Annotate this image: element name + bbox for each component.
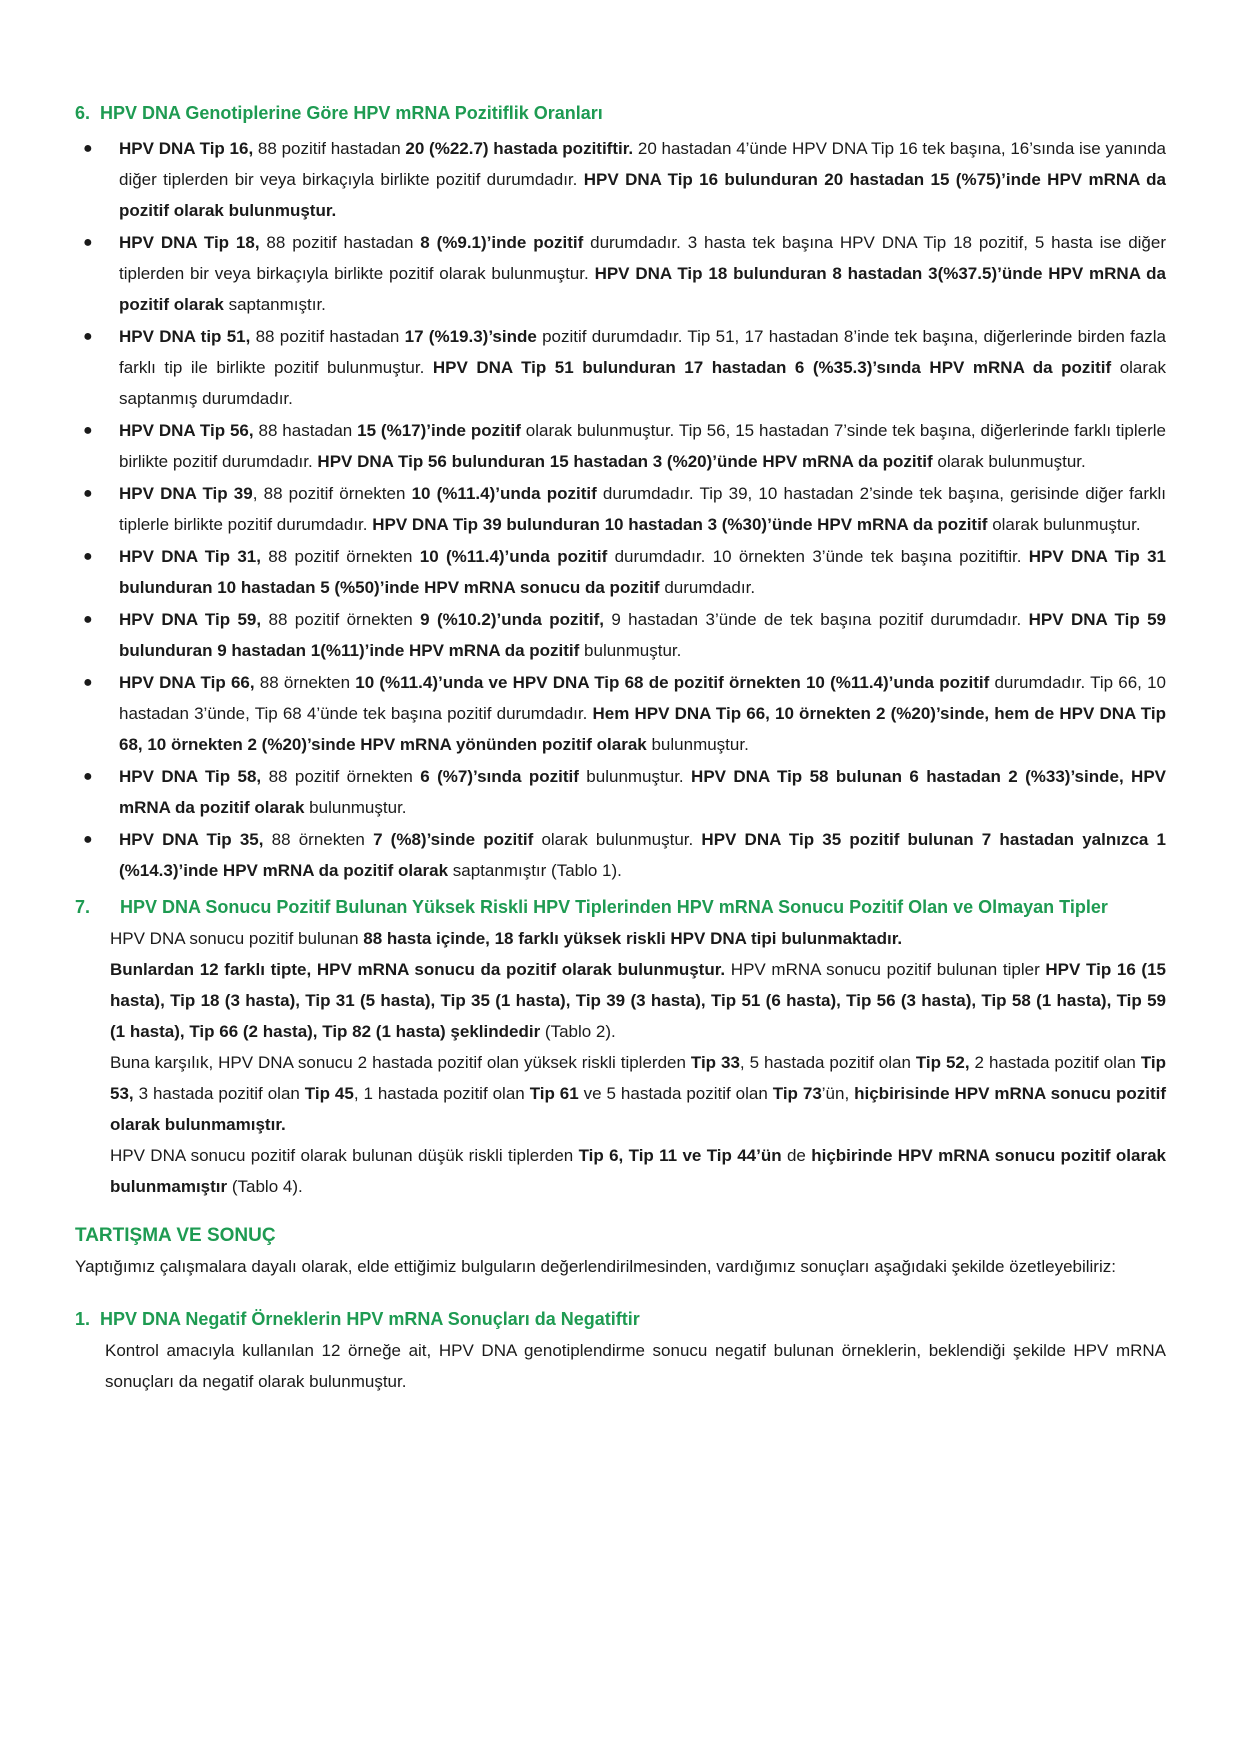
bold-text-run: hiçbirisinde HPV mRNA sonucu pozitif olarak bulunmamıştır. bbox=[110, 1084, 1166, 1134]
bullet-icon: ● bbox=[83, 422, 93, 439]
section-7-paragraph bbox=[110, 1140, 1166, 1202]
text-run: , 5 hastada pozitif olan bbox=[739, 1053, 916, 1072]
bold-text-run: HPV DNA Tip 59, bbox=[119, 610, 262, 629]
bold-text-run: 7 (%8)’sinde pozitif bbox=[373, 830, 534, 849]
bold-text-run: 8 (%9.1)’inde pozitif bbox=[420, 233, 584, 252]
bold-text-run: 10 (%11.4)’unda pozitif bbox=[411, 484, 597, 503]
text-run: durumdadır. 3 hasta tek başına HPV DNA Tip 18 pozitif, 5 hasta ise diğer tiplerden bir veya birkaçıyla birlikte pozitif olarak bulunmuştur. bbox=[119, 233, 1166, 283]
bold-text-run: 20 (%22.7) hastada pozitiftir. bbox=[405, 139, 634, 158]
text-run: bulunmuştur. bbox=[579, 641, 682, 660]
bullet-item bbox=[75, 824, 1166, 886]
text-run: olarak bulunmuştur. bbox=[987, 515, 1141, 534]
section-7-paragraph bbox=[110, 954, 1166, 1047]
text-run: olarak saptanmış durumdadır. bbox=[119, 358, 1166, 408]
text-run: bulunmuştur. bbox=[578, 767, 692, 786]
text-run: HPV DNA sonucu pozitif olarak bulunan düşük riskli tiplerden bbox=[110, 1146, 579, 1165]
text-run: HPV mRNA sonucu pozitif bulunan tipler bbox=[725, 960, 1046, 979]
text-run: (Tablo 4). bbox=[227, 1177, 303, 1196]
section-6-number: 6. bbox=[75, 103, 91, 123]
bold-text-run: Tip 6, Tip 11 ve Tip 44’ün bbox=[578, 1146, 782, 1165]
text-run: HPV DNA sonucu pozitif bulunan bbox=[110, 929, 364, 948]
bold-text-run: HPV DNA Tip 51 bulunduran 17 hastadan 6 (%35.3)’sında HPV mRNA da pozitif bbox=[432, 358, 1112, 377]
text-run: 88 örnekten bbox=[263, 830, 374, 849]
bold-text-run: HPV DNA Tip 39 bbox=[119, 484, 253, 503]
text-run: olarak bulunmuştur. bbox=[533, 830, 702, 849]
text-run: ve 5 hastada pozitif olan bbox=[578, 1084, 773, 1103]
text-run: pozitif durumdadır. Tip 51, 17 hastadan 8’inde tek başına, diğerlerinde birden fazla farklı tip ile birlikte pozitif bulunmuştur. bbox=[119, 327, 1166, 377]
text-run: saptanmıştır. bbox=[223, 295, 326, 314]
bullet-icon: ● bbox=[83, 234, 93, 251]
bold-text-run: Tip 73 bbox=[772, 1084, 822, 1103]
conclusion-1-heading bbox=[75, 1304, 1166, 1335]
text-run: 88 pozitif örnekten bbox=[261, 610, 421, 629]
section-6 bbox=[75, 98, 1166, 886]
bullet-icon: ● bbox=[83, 328, 93, 345]
section-6-bullet-list bbox=[75, 133, 1166, 886]
text-run: bulunmuştur. bbox=[646, 735, 749, 754]
text-run: 2 hastada pozitif olan bbox=[969, 1053, 1141, 1072]
text-run: saptanmıştır (Tablo 1). bbox=[448, 861, 622, 880]
bold-text-run: Bunlardan 12 farklı tipte, HPV mRNA sonucu da pozitif olarak bulunmuştur. bbox=[110, 960, 726, 979]
text-run: , 1 hastada pozitif olan bbox=[353, 1084, 530, 1103]
bold-text-run: HPV DNA Tip 58, bbox=[119, 767, 262, 786]
bold-text-run: 6 (%7)’sında pozitif bbox=[420, 767, 579, 786]
section-6-heading bbox=[75, 98, 1166, 129]
text-run: olarak bulunmuştur. Tip 56, 15 hastadan 7’sinde tek başına, diğerlerinde farklı tiplerle birlikte pozitif durumdadır. bbox=[119, 421, 1167, 471]
bold-text-run: HPV DNA Tip 66, bbox=[119, 673, 255, 692]
text-run: 88 örnekten bbox=[254, 673, 356, 692]
bullet-icon: ● bbox=[83, 548, 93, 565]
text-run: 88 pozitif örnekten bbox=[261, 767, 421, 786]
discussion-intro: Yaptığımız çalışmalara dayalı olarak, elde ettiğimiz bulguların değerlendirilmesinden, vardığımız sonuçları aşağıdaki şekilde özetleyebiliriz: bbox=[75, 1257, 1116, 1276]
text-run: durumdadır. Tip 39, 10 hastadan 2’sinde tek başına, gerisinde diğer farklı tiplerle birlikte pozitif durumdadır. bbox=[119, 484, 1167, 534]
bold-text-run: 15 (%17)’inde pozitif bbox=[357, 421, 521, 440]
bold-text-run: HPV DNA Tip 56, bbox=[119, 421, 254, 440]
bullet-item bbox=[75, 604, 1166, 666]
text-run: 3 hastada pozitif olan bbox=[133, 1084, 305, 1103]
bold-text-run: HPV DNA Tip 56 bulunduran 15 hastadan 3 (%20)’ünde HPV mRNA da pozitif bbox=[317, 452, 933, 471]
bullet-icon: ● bbox=[83, 611, 93, 628]
bold-text-run: Hem HPV DNA Tip 66, 10 örnekten 2 (%20)’sinde, hem de HPV DNA Tip 68, 10 örnekten 2 (%20)’sinde HPV mRNA yönünden pozitif olarak bbox=[119, 704, 1166, 754]
conclusion-1-body: Kontrol amacıyla kullanılan 12 örneğe ait, HPV DNA genotiplendirme sonucu negatif bulunan örneklerin, beklendiği şekilde HPV mRNA sonuçları da negatif olarak bulunmuştur. bbox=[105, 1341, 1166, 1391]
bullet-icon: ● bbox=[83, 831, 93, 848]
section-7-body bbox=[75, 923, 1166, 1202]
text-run: olarak bulunmuştur. bbox=[932, 452, 1086, 471]
bold-text-run: Tip 61 bbox=[529, 1084, 579, 1103]
text-run: de bbox=[781, 1146, 812, 1165]
bold-text-run: HPV DNA Tip 16, bbox=[119, 139, 254, 158]
bullet-icon: ● bbox=[83, 140, 93, 157]
bold-text-run: hiçbirinde HPV mRNA sonucu pozitif olarak bulunmamıştır bbox=[110, 1146, 1167, 1196]
text-run: bulunmuştur. bbox=[304, 798, 407, 817]
conclusion-1-title: HPV DNA Negatif Örneklerin HPV mRNA Sonuçları da Negatiftir bbox=[100, 1309, 640, 1329]
bold-text-run: Tip 33 bbox=[690, 1053, 740, 1072]
bold-text-run: HPV DNA tip 51, bbox=[119, 327, 251, 346]
bullet-item bbox=[75, 133, 1166, 226]
bold-text-run: 10 (%11.4)’unda ve HPV DNA Tip 68 de pozitif örnekten 10 (%11.4)’unda pozitif bbox=[355, 673, 990, 692]
bullet-item bbox=[75, 541, 1166, 603]
text-run: 20 hastadan 4’ünde HPV DNA Tip 16 tek başına, 16’sında ise yanında diğer tiplerden bir veya birkaçıyla birlikte pozitif durumdadır. bbox=[119, 139, 1166, 189]
text-run: 88 pozitif hastadan bbox=[253, 139, 406, 158]
section-7-number: 7. bbox=[75, 897, 91, 917]
text-run: 88 pozitif hastadan bbox=[250, 327, 405, 346]
text-run: durumdadır. 10 örnekten 3’ünde tek başına pozitiftir. bbox=[607, 547, 1029, 566]
bold-text-run: HPV DNA Tip 39 bulunduran 10 hastadan 3 (%30)’ünde HPV mRNA da pozitif bbox=[372, 515, 988, 534]
bold-text-run: 9 (%10.2)’unda pozitif, bbox=[420, 610, 604, 629]
text-run: 88 pozitif örnekten bbox=[260, 547, 420, 566]
section-6-title: HPV DNA Genotiplerine Göre HPV mRNA Pozitiflik Oranları bbox=[100, 103, 603, 123]
bold-text-run: Tip 52, bbox=[915, 1053, 970, 1072]
text-run: ’ün, bbox=[821, 1084, 855, 1103]
bold-text-run: HPV DNA Tip 18, bbox=[119, 233, 260, 252]
discussion-title: TARTIŞMA VE SONUÇ bbox=[75, 1225, 276, 1246]
text-run: durumdadır. Tip 66, 10 hastadan 3’ünde, Tip 68 4’ünde tek başına pozitif durumdadır. bbox=[119, 673, 1167, 723]
text-run: 9 hastadan 3’ünde de tek başına pozitif durumdadır. bbox=[603, 610, 1029, 629]
bold-text-run: 10 (%11.4)’unda pozitif bbox=[419, 547, 608, 566]
bold-text-run: Tip 45 bbox=[304, 1084, 354, 1103]
bullet-item bbox=[75, 227, 1166, 320]
section-7-paragraph bbox=[110, 923, 1166, 954]
text-run: Buna karşılık, HPV DNA sonucu 2 hastada pozitif olan yüksek riskli tiplerden bbox=[110, 1053, 691, 1072]
bullet-icon: ● bbox=[83, 674, 93, 691]
conclusion-1-number: 1. bbox=[75, 1309, 91, 1329]
section-7-paragraph bbox=[110, 1047, 1166, 1140]
bold-text-run: HPV DNA Tip 35, bbox=[119, 830, 264, 849]
section-7-title: HPV DNA Sonucu Pozitif Bulunan Yüksek Riskli HPV Tiplerinden HPV mRNA Sonucu Pozitif Olan ve Olmayan Tipler bbox=[120, 897, 1108, 917]
bold-text-run: 88 hasta içinde, 18 farklı yüksek riskli HPV DNA tipi bulunmaktadır. bbox=[363, 929, 903, 948]
text-run: 88 hastadan bbox=[253, 421, 358, 440]
bold-text-run: Tip 53, bbox=[110, 1053, 1166, 1103]
section-7 bbox=[75, 892, 1166, 1202]
bullet-icon: ● bbox=[83, 768, 93, 785]
bold-text-run: HPV DNA Tip 31 bulunduran 10 hastadan 5 (%50)’inde HPV mRNA sonucu da pozitif bbox=[119, 547, 1166, 597]
text-run: (Tablo 2). bbox=[540, 1022, 616, 1041]
bold-text-run: HPV Tip 16 (15 hasta), Tip 18 (3 hasta), Tip 31 (5 hasta), Tip 35 (1 hasta), Tip 39 (3 hasta), Tip 51 (6 hasta), Tip 56 (3 hasta), Tip 58 (1 hasta), Tip 59 (1 hasta), Tip 66 (2 hasta), Tip 82 (1 hasta) şeklindedir bbox=[110, 960, 1166, 1041]
bullet-item bbox=[75, 667, 1166, 760]
bold-text-run: HPV DNA Tip 58 bulunan 6 hastadan 2 (%33)’sinde, HPV mRNA da pozitif olarak bbox=[119, 767, 1167, 817]
bullet-item bbox=[75, 415, 1166, 477]
bold-text-run: 17 (%19.3)’sinde bbox=[404, 327, 537, 346]
section-7-heading bbox=[75, 892, 1166, 923]
bold-text-run: HPV DNA Tip 35 pozitif bulunan 7 hastadan yalnızca 1 (%14.3)’inde HPV mRNA da pozitif olarak bbox=[119, 830, 1166, 880]
bold-text-run: HPV DNA Tip 31, bbox=[119, 547, 261, 566]
bullet-item bbox=[75, 761, 1166, 823]
bold-text-run: HPV DNA Tip 59 bulunduran 9 hastadan 1(%11)’inde HPV mRNA da pozitif bbox=[119, 610, 1166, 660]
bullet-item bbox=[75, 478, 1166, 540]
bullet-icon: ● bbox=[83, 485, 93, 502]
bold-text-run: HPV DNA Tip 16 bulunduran 20 hastadan 15 (%75)’inde HPV mRNA da pozitif olarak bulunmuştur. bbox=[119, 170, 1167, 220]
text-run: 88 pozitif hastadan bbox=[259, 233, 421, 252]
bullet-item bbox=[75, 321, 1166, 414]
text-run: durumdadır. bbox=[659, 578, 756, 597]
bold-text-run: HPV DNA Tip 18 bulunduran 8 hastadan 3(%37.5)’ünde HPV mRNA da pozitif olarak bbox=[119, 264, 1167, 314]
text-run: , 88 pozitif örnekten bbox=[252, 484, 412, 503]
